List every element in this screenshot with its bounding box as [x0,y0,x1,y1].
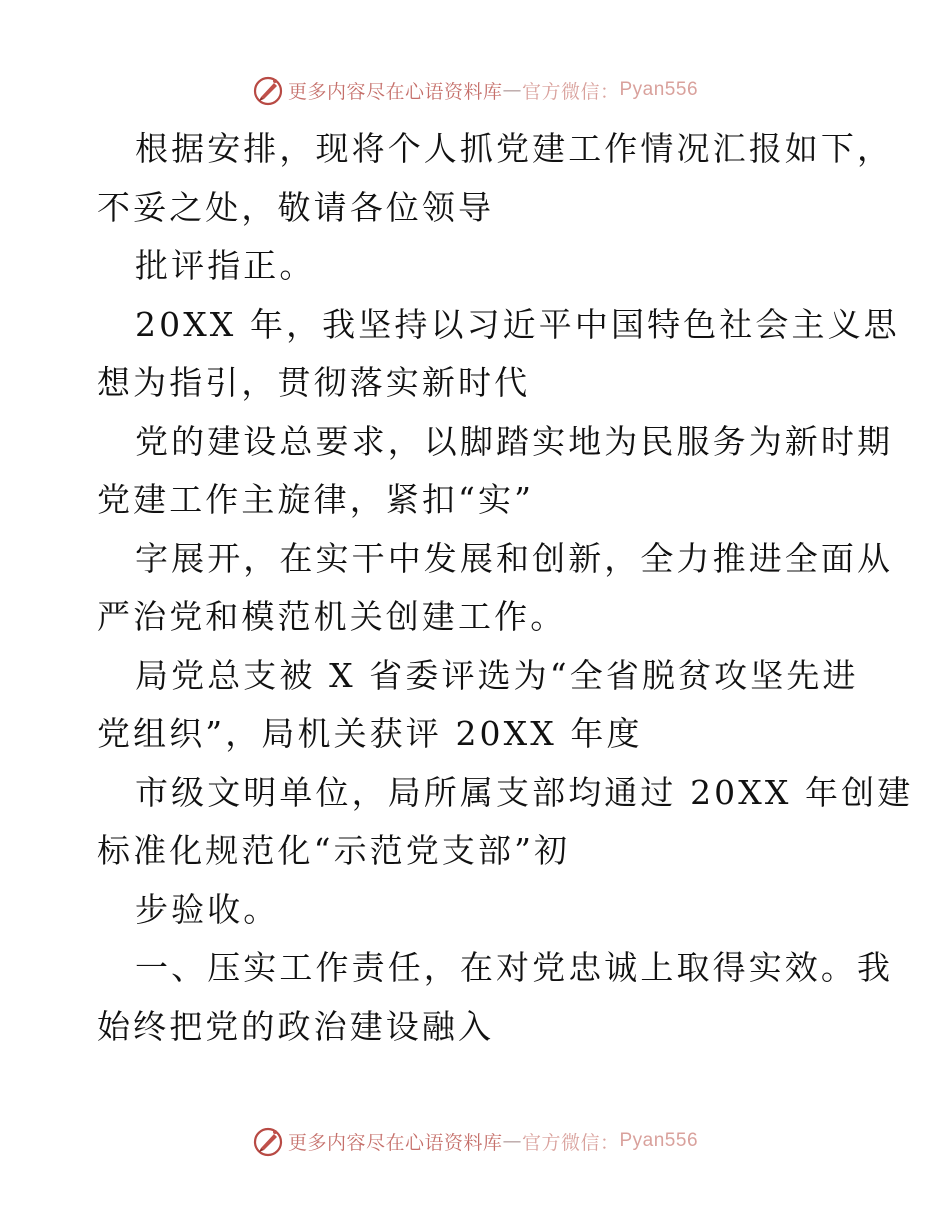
text-line: 不妥之处，敬请各位领导 [97,187,495,227]
text-line: 党组织”，局机关获评 20XX 年度 [97,714,643,753]
text-line: 一、压实工作责任，在对党忠诚上取得实效。我 [135,948,894,987]
text-line: 党建工作主旋律，紧扣“实” [97,480,535,519]
document-body [97,120,914,1056]
text-line: 始终把党的政治建设融入 [97,1006,495,1046]
watermark-text: 更多内容尽在心语资料库 [287,1131,503,1154]
text-line: 字展开，在实干中发展和创新，全力推进全面从 [135,538,894,578]
text-line: 批评指正。 [135,246,316,285]
watermark-wechat-label: 官方微信： [521,81,620,103]
header-watermark [0,70,950,110]
text-line: 根据安排，现将个人抓党建工作情况汇报如下， [135,129,894,168]
text-line: 步验收。 [135,889,280,929]
footer-watermark [0,1121,950,1161]
text-line: 标准化规范化“示范党支部”初 [97,831,571,870]
watermark-wechat-id: Pyan556 [619,1130,699,1151]
text-line: 党的建设总要求，以脚踏实地为民服务为新时期 [135,421,894,461]
watermark-wechat-id: Pyan556 [619,79,699,100]
watermark-text: 更多内容尽在心语资料库 [287,80,503,103]
watermark-separator: — [502,1130,522,1152]
text-line: 20XX 年，我坚持以习近平中国特色社会主义思 [135,304,900,344]
watermark-separator: — [502,79,522,101]
pen-logo-icon [252,74,284,106]
pen-logo-icon [252,1125,284,1157]
text-line: 局党总支被 X 省委评选为“全省脱贫攻坚先进 [135,655,859,695]
text-line: 市级文明单位，局所属支部均通过 20XX 年创建 [135,772,914,812]
text-line: 严治党和模范机关创建工作。 [97,597,567,636]
watermark-wechat-label: 官方微信： [521,1132,620,1154]
text-line: 想为指引，贯彻落实新时代 [97,363,531,402]
